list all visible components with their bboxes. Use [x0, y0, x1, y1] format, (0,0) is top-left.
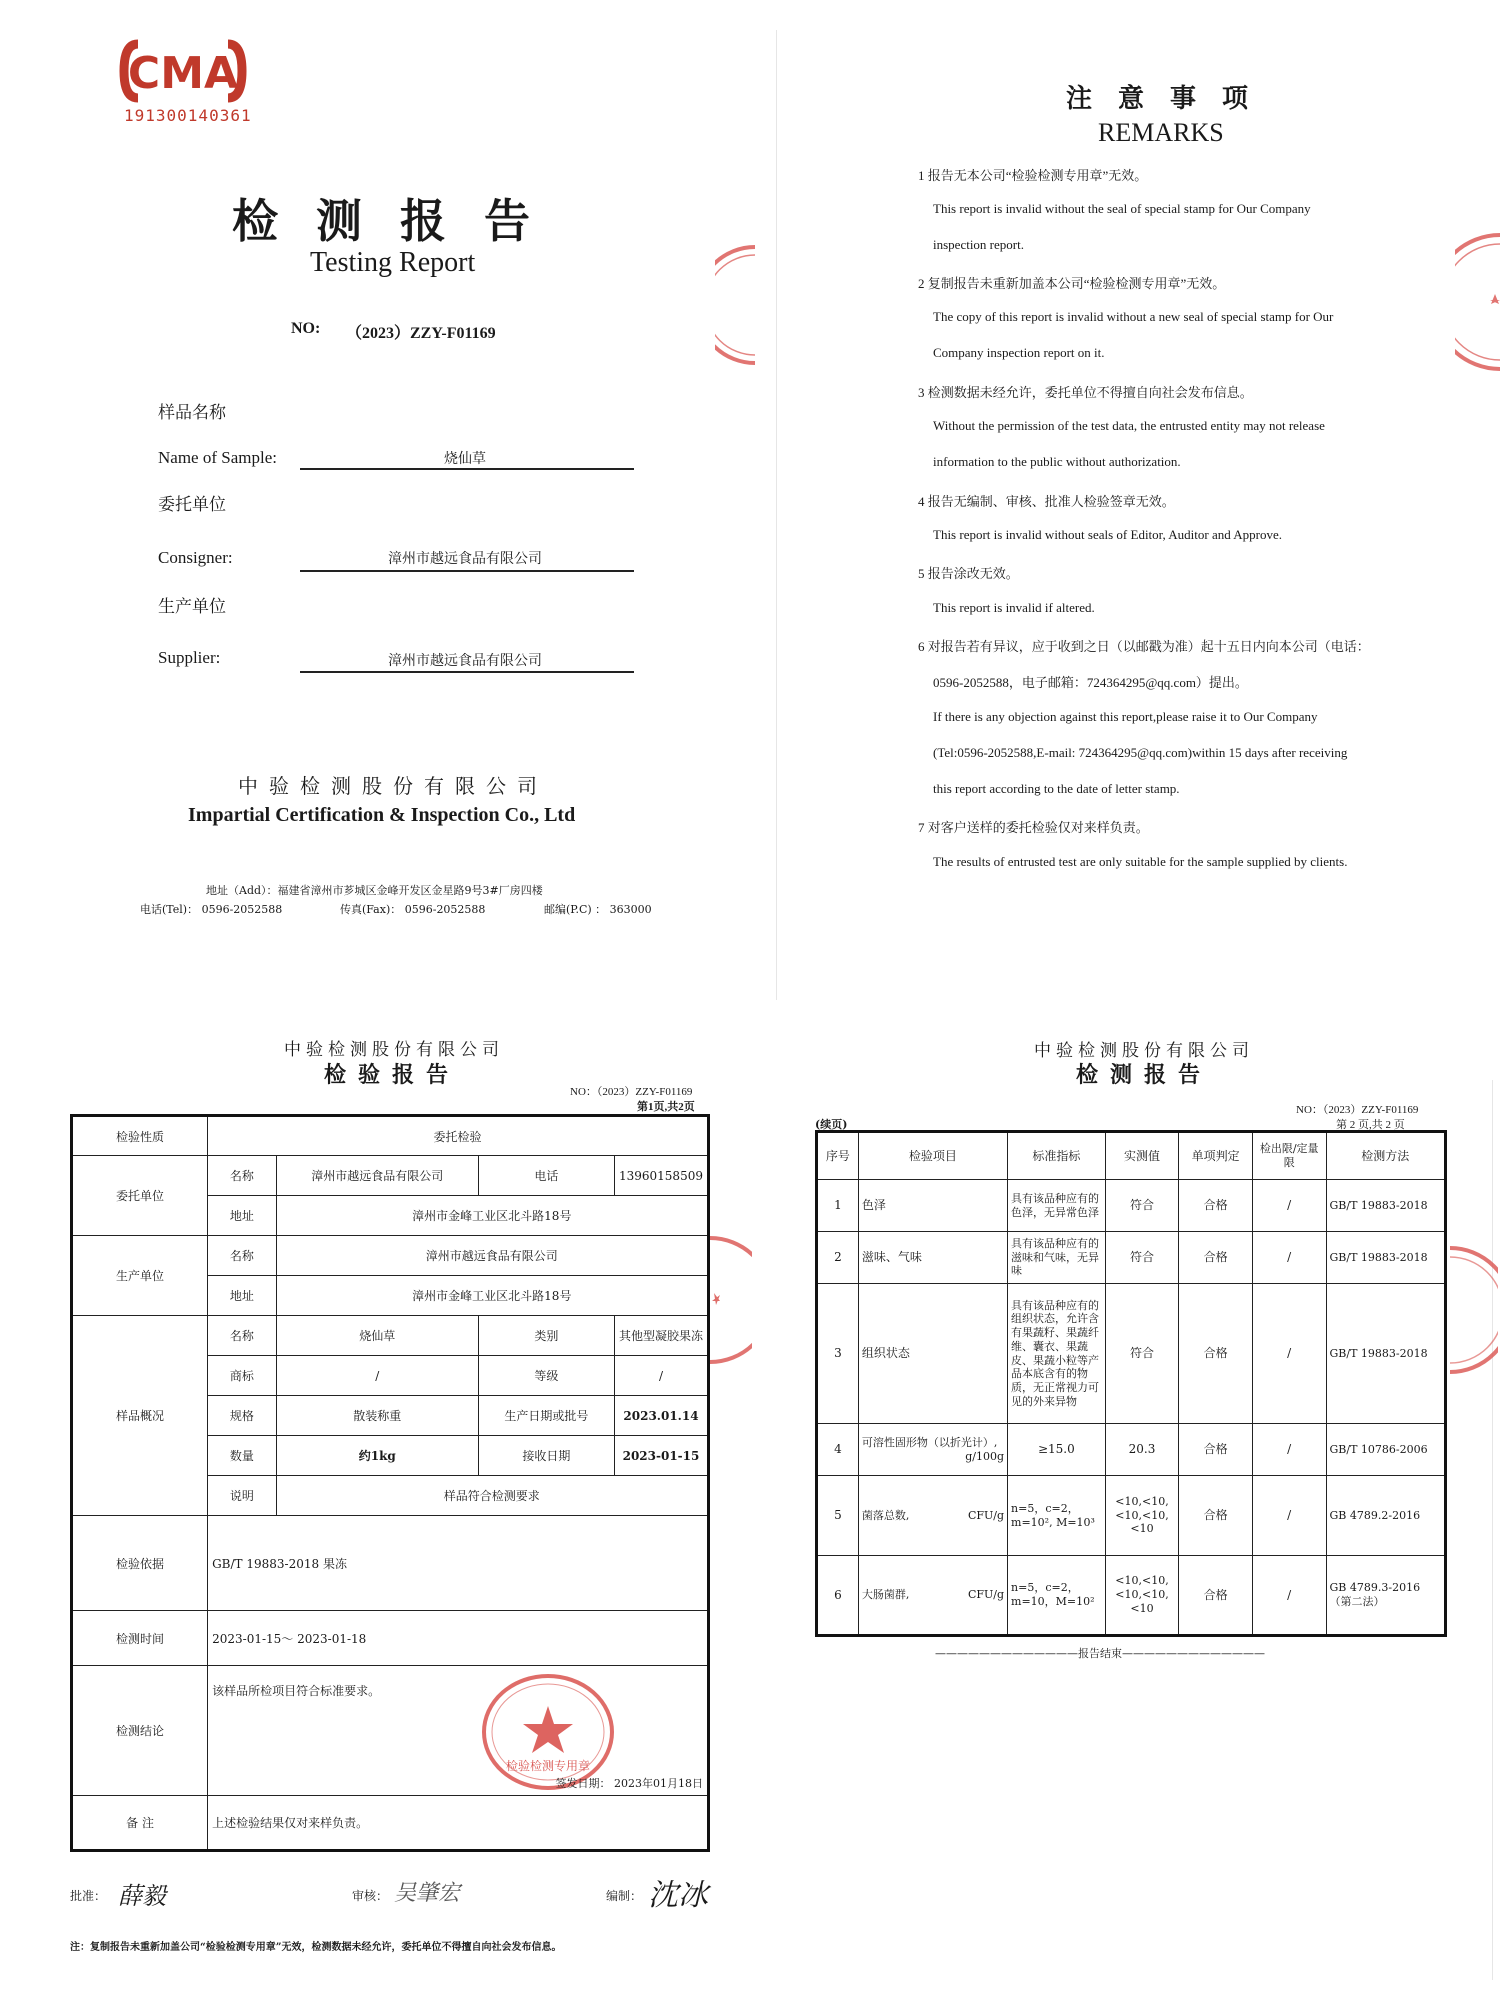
table-row — [817, 1232, 1446, 1284]
cell-value: 上述检验结果仅对来样负责。 — [208, 1796, 709, 1851]
row-unit: CFU/g — [967, 1588, 1005, 1602]
remark-line: Without the permission of the test data, the entrusted entity may not release — [933, 418, 1325, 433]
row-no: 5 — [817, 1476, 859, 1556]
company-address: 地址（Add）：福建省漳州市芗城区金峰开发区金星路9号3#厂房四楼 — [206, 884, 543, 897]
row-item — [858, 1476, 1007, 1556]
header-cell: 实测值 — [1105, 1132, 1179, 1180]
report2-title: 检测报告 — [1076, 1062, 1213, 1088]
remark-line: This report is invalid without the seal of special stamp for Our Company — [933, 201, 1311, 216]
edit-signature: 沈冰 — [648, 1878, 708, 1913]
row-limit: / — [1252, 1556, 1326, 1636]
sample-name-cn: 样品名称 — [158, 403, 226, 423]
remark-line: This report is invalid without seals of Editor, Auditor and Approve. — [933, 527, 1282, 542]
audit-signature: 吴肇宏 — [394, 1881, 461, 1906]
company-tel: 电话(Tel)： 0596-2052588 — [140, 903, 283, 916]
row-standard: 具有该品种应有的组织状态，允许含有果蔬籽、果蔬纤维、囊衣、果蔬皮、果蔬小粒等产品本底含有的物质，无正常视力可见的外来异物 — [1008, 1284, 1106, 1424]
cell-value: / — [276, 1356, 478, 1396]
cell-value: 其他型凝胶果冻 — [614, 1316, 708, 1356]
cell-label: 检测结论 — [72, 1666, 208, 1796]
approve-label: 批准： — [70, 1889, 107, 1903]
header-cell: 检出限/定量限 — [1252, 1132, 1326, 1180]
cover-title: 检测报告 — [232, 194, 568, 248]
table-row — [817, 1556, 1446, 1636]
cell-label: 名称 — [208, 1236, 277, 1276]
cell-value: 样品符合检测要求 — [276, 1476, 708, 1516]
issue-date: 签发日期： 2023年01月18日 — [555, 1777, 703, 1790]
row-standard: n=5，c=2，m=10，M=10² — [1008, 1556, 1106, 1636]
cell-label: 生产单位 — [72, 1236, 208, 1316]
header-cell: 单项判定 — [1179, 1132, 1253, 1180]
remark-line: 7 对客户送样的委托检验仅对来样负责。 — [918, 820, 1149, 835]
cell-label: 数量 — [208, 1436, 277, 1476]
row-no: 4 — [817, 1424, 859, 1476]
cover-no-label: NO: — [291, 320, 321, 337]
report2-continued: (续页) — [815, 1118, 848, 1131]
row-standard: n=5，c=2，m=10², M=10³ — [1008, 1476, 1106, 1556]
report2-table — [815, 1130, 1447, 1637]
seal-stamp-icon — [1455, 232, 1500, 372]
row-item — [858, 1556, 1007, 1636]
row-measured: <10,<10,<10,<10,<10 — [1105, 1476, 1179, 1556]
row-judge: 合格 — [1179, 1180, 1253, 1232]
sample-name-value: 烧仙草 — [444, 451, 486, 467]
cell-label: 生产日期或批号 — [478, 1396, 614, 1436]
row-judge: 合格 — [1179, 1232, 1253, 1284]
row-item-text: 大肠菌群, — [861, 1588, 910, 1602]
approve-signature: 薛毅 — [118, 1882, 166, 1910]
header-cell: 检验项目 — [858, 1132, 1007, 1180]
row-method: GB/T 19883-2018 — [1326, 1232, 1446, 1284]
report1-company: 中验检测股份有限公司 — [284, 1040, 504, 1060]
cell-value: 漳州市金峰工业区北斗路18号 — [276, 1276, 708, 1316]
row-item-text: 菌落总数, — [861, 1508, 910, 1522]
row-measured: 符合 — [1105, 1284, 1179, 1424]
row-method: GB 4789.3-2016（第二法） — [1326, 1556, 1446, 1636]
row-standard: ≥15.0 — [1008, 1424, 1106, 1476]
cma-logo-text: CMA — [127, 48, 239, 99]
remark-line: 3 检测数据未经允许，委托单位不得擅自向社会发布信息。 — [918, 385, 1253, 400]
cell-label: 委托单位 — [72, 1156, 208, 1236]
seal-stamp-icon — [710, 1235, 752, 1365]
cell-value: 漳州市越远食品有限公司 — [276, 1236, 708, 1276]
remark-line: information to the public without authorization. — [933, 454, 1181, 469]
row-method: GB 4789.2-2016 — [1326, 1476, 1446, 1556]
row-no: 3 — [817, 1284, 859, 1424]
report1-no: NO：（2023）ZZY-F01169 — [570, 1086, 693, 1098]
official-seal-icon — [480, 1672, 616, 1792]
cell-label: 样品概况 — [72, 1316, 208, 1516]
remark-line: 0596-2052588，电子邮箱：724364295@qq.com）提出。 — [933, 675, 1248, 690]
row-method: GB/T 19883-2018 — [1326, 1284, 1446, 1424]
cell-label: 电话 — [478, 1156, 614, 1196]
cell-label: 检测时间 — [72, 1611, 208, 1666]
supplier-underline — [300, 671, 634, 673]
sample-name-underline — [300, 468, 634, 470]
cell-label: 地址 — [208, 1276, 277, 1316]
cell-label: 检验性质 — [72, 1116, 208, 1156]
seal-text: 检验检测专用章 — [506, 1759, 591, 1773]
remark-line: This report is invalid if altered. — [933, 600, 1095, 615]
row-method: GB/T 10786-2006 — [1326, 1424, 1446, 1476]
header-cell: 标准指标 — [1008, 1132, 1106, 1180]
cell-label: 名称 — [208, 1316, 277, 1356]
cell-value: 委托检验 — [208, 1116, 709, 1156]
cell-value: 2023.01.14 — [614, 1396, 708, 1436]
consigner-underline — [300, 570, 634, 572]
row-measured: 20.3 — [1105, 1424, 1179, 1476]
cell-value: 漳州市越远食品有限公司 — [276, 1156, 478, 1196]
supplier-en: Supplier: — [158, 648, 221, 667]
remarks-title-en: REMARKS — [1098, 118, 1224, 147]
company-name-en: Impartial Certification & Inspection Co., Ltd — [188, 804, 576, 826]
remark-line: inspection report. — [933, 237, 1024, 252]
row-limit: / — [1252, 1180, 1326, 1232]
company-postcode: 邮编(P.C) ： 363000 — [544, 903, 652, 916]
cell-label: 备 注 — [72, 1796, 208, 1851]
row-item: 组织状态 — [858, 1284, 1007, 1424]
company-name-cn: 中验检测股份有限公司 — [238, 774, 548, 798]
cell-label: 地址 — [208, 1196, 277, 1236]
row-unit: CFU/g — [967, 1508, 1005, 1522]
cover-no-value: （2023）ZZY-F01169 — [346, 325, 496, 342]
cell-label: 接收日期 — [478, 1436, 614, 1476]
row-item: 色泽 — [858, 1180, 1007, 1232]
seal-stamp-icon — [715, 245, 755, 365]
row-judge: 合格 — [1179, 1424, 1253, 1476]
cell-label: 说明 — [208, 1476, 277, 1516]
company-fax: 传真(Fax)： 0596-2052588 — [340, 903, 486, 916]
remark-line: 4 报告无编制、审核、批准人检验签章无效。 — [918, 494, 1175, 509]
row-judge: 合格 — [1179, 1476, 1253, 1556]
remark-line: If there is any objection against this report,please raise it to Our Company — [933, 709, 1318, 724]
cell-value: 2023-01-15～ 2023-01-18 — [208, 1611, 709, 1666]
cell-value: 漳州市金峰工业区北斗路18号 — [276, 1196, 708, 1236]
row-no: 6 — [817, 1556, 859, 1636]
row-standard: 具有该品种应有的滋味和气味，无异味 — [1008, 1232, 1106, 1284]
remark-line: 2 复制报告未重新加盖本公司“检验检测专用章”无效。 — [918, 276, 1226, 291]
cma-logo-icon — [118, 38, 248, 104]
remarks-title-cn: 注意事项 — [1066, 84, 1275, 114]
remark-line: 6 对报告若有异议，应于收到之日（以邮戳为准）起十五日内向本公司（电话： — [918, 639, 1370, 654]
row-measured: 符合 — [1105, 1180, 1179, 1232]
row-judge: 合格 — [1179, 1284, 1253, 1424]
row-no: 2 — [817, 1232, 859, 1284]
row-standard: 具有该品种应有的色泽，无异常色泽 — [1008, 1180, 1106, 1232]
seal-stamp-icon — [1448, 1245, 1498, 1375]
cell-label: 检验依据 — [72, 1516, 208, 1611]
row-limit: / — [1252, 1476, 1326, 1556]
cell-value: GB/T 19883-2018 果冻 — [208, 1516, 709, 1611]
footer-note: 注：复制报告未重新加盖公司“检验检测专用章”无效，检测数据未经允许，委托单位不得擅自向社会发布信息。 — [70, 1942, 562, 1953]
report-end-marker: —————————————报告结束————————————— — [935, 1647, 1265, 1660]
table-row — [817, 1424, 1446, 1476]
remark-line: (Tel:0596-2052588,E-mail: 724364295@qq.com)within 15 days after receiving — [933, 745, 1348, 760]
cell-value: 烧仙草 — [276, 1316, 478, 1356]
cell-value: 散装称重 — [276, 1396, 478, 1436]
report2-company: 中验检测股份有限公司 — [1034, 1041, 1254, 1061]
remark-line: 1 报告无本公司“检验检测专用章”无效。 — [918, 168, 1148, 183]
conclusion-text: 该样品所检项目符合标准要求。 — [212, 1684, 381, 1698]
page-divider — [776, 30, 777, 1000]
row-limit: / — [1252, 1424, 1326, 1476]
cell-value: 约1kg — [276, 1436, 478, 1476]
consigner-value: 漳州市越远食品有限公司 — [388, 551, 542, 567]
cell-label: 名称 — [208, 1156, 277, 1196]
consigner-en: Consigner: — [158, 548, 233, 567]
remark-line: Company inspection report on it. — [933, 345, 1105, 360]
header-cell: 序号 — [817, 1132, 859, 1180]
row-item-text: 可溶性固形物（以折光计）, — [861, 1435, 998, 1449]
cell-label: 规格 — [208, 1396, 277, 1436]
report1-page: 第1页,共2页 — [637, 1101, 695, 1113]
cma-number: 191300140361 — [124, 106, 252, 125]
report2-page: 第 2 页,共 2 页 — [1336, 1119, 1405, 1131]
consigner-cn: 委托单位 — [158, 495, 226, 515]
cell-label: 商标 — [208, 1356, 277, 1396]
table-row — [817, 1180, 1446, 1232]
remark-line: 5 报告涂改无效。 — [918, 566, 1019, 581]
report1-table — [70, 1114, 710, 1852]
report1-title: 检验报告 — [324, 1062, 461, 1088]
supplier-cn: 生产单位 — [158, 597, 226, 617]
cover-subtitle: Testing Report — [310, 247, 476, 278]
page-divider-2 — [1492, 1080, 1493, 1980]
row-limit: / — [1252, 1284, 1326, 1424]
row-item: 滋味、气味 — [858, 1232, 1007, 1284]
cell-value: 13960158509 — [614, 1156, 708, 1196]
supplier-value: 漳州市越远食品有限公司 — [388, 653, 542, 669]
audit-label: 审核： — [352, 1889, 389, 1903]
cell-value: 2023-01-15 — [614, 1436, 708, 1476]
conclusion-cell — [208, 1666, 709, 1796]
sample-name-en: Name of Sample: — [158, 448, 277, 467]
table-row — [817, 1476, 1446, 1556]
remark-line: The copy of this report is invalid without a new seal of special stamp for Our — [933, 309, 1334, 324]
row-judge: 合格 — [1179, 1556, 1253, 1636]
row-measured: <10,<10,<10,<10,<10 — [1105, 1556, 1179, 1636]
cell-label: 等级 — [478, 1356, 614, 1396]
row-measured: 符合 — [1105, 1232, 1179, 1284]
row-limit: / — [1252, 1232, 1326, 1284]
edit-label: 编制： — [606, 1889, 643, 1903]
row-no: 1 — [817, 1180, 859, 1232]
row-item — [858, 1424, 1007, 1476]
row-unit: g/100g — [965, 1449, 1005, 1463]
report2-no: NO：（2023）ZZY-F01169 — [1296, 1104, 1419, 1116]
cell-label: 类别 — [478, 1316, 614, 1356]
row-method: GB/T 19883-2018 — [1326, 1180, 1446, 1232]
table-row — [817, 1284, 1446, 1424]
cell-value: / — [614, 1356, 708, 1396]
remark-line: this report according to the date of letter stamp. — [933, 781, 1180, 796]
header-cell: 检测方法 — [1326, 1132, 1446, 1180]
remark-line: The results of entrusted test are only suitable for the sample supplied by clients. — [933, 854, 1348, 869]
